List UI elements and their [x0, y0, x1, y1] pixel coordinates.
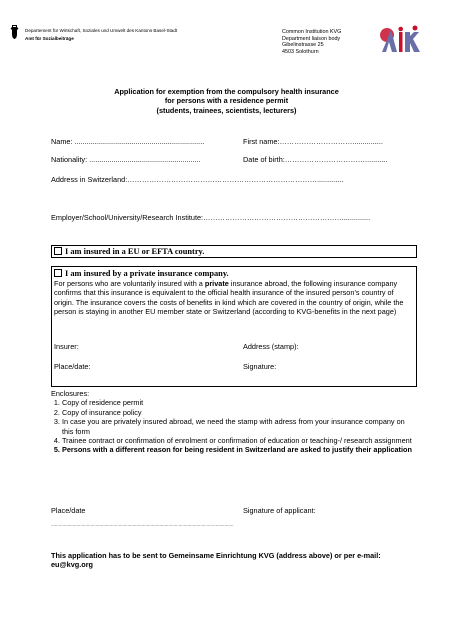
- footer-place-date: Place/date: [51, 506, 86, 515]
- signature-label: Signature:: [243, 362, 277, 371]
- private-insurance-section: [51, 266, 417, 387]
- address-line: 4503 Solothurn: [282, 48, 319, 55]
- address-field[interactable]: Address in Switzerland:…………………………………………………………………….............: [51, 175, 344, 184]
- name-field[interactable]: Name: ................................................................: [51, 137, 205, 146]
- private-text-part1: For persons who are voluntarily insured with a: [54, 279, 205, 288]
- date-of-birth-field[interactable]: Date of birth:……………………………...........: [243, 155, 388, 164]
- submission-note: This application has to be sent to Gemeinsame Einrichtung KVG (address above) or per e-mail: eu@kvg.org: [51, 551, 381, 570]
- nationality-field[interactable]: Nationality: .......................................................: [51, 155, 201, 164]
- address-line: Gibelinstrasse 25: [282, 42, 324, 49]
- eu-efta-checkbox[interactable]: [54, 247, 62, 255]
- signature-dotted-line[interactable]: ...............................................................................................................................................: [51, 522, 234, 527]
- private-text-bold: private: [204, 279, 229, 288]
- basel-coat-of-arms-logo: [9, 24, 20, 40]
- address-stamp-label: Address (stamp):: [243, 342, 299, 351]
- title-line: for persons with a residence permit: [164, 96, 289, 106]
- enclosure-item: 1. Copy of residence permit: [62, 398, 417, 407]
- recipient-address: [282, 29, 372, 55]
- enclosures-heading: Enclosures:: [51, 389, 90, 398]
- title-line: Application for exemption from the compulsory health insurance: [114, 87, 339, 96]
- enclosure-item: 3. In case you are privately insured abroad, we need the stamp with adress from your insurance company on this form: [62, 417, 417, 436]
- private-insurance-label: I am insured by a private insurance company.: [65, 269, 229, 278]
- enclosure-item: 5. Persons with a different reason for being resident in Switzerland are asked to justify their application: [62, 445, 417, 454]
- eu-efta-label: I am insured in a EU or EFTA country.: [65, 247, 205, 256]
- enclosure-item: 2. Copy of insurance policy: [62, 408, 417, 417]
- enclosures-section: [51, 389, 417, 455]
- private-insurance-text: [54, 279, 414, 317]
- form-title: [60, 87, 393, 115]
- address-line: Department liaison body: [282, 35, 341, 42]
- kvg-logo: [377, 24, 423, 56]
- footer-signature-applicant: Signature of applicant:: [243, 506, 316, 515]
- office-name: Amt für Sozialbeiträge: [25, 36, 74, 41]
- private-insurance-option[interactable]: [54, 268, 414, 279]
- eu-efta-option[interactable]: [51, 245, 417, 258]
- employer-field[interactable]: Employer/School/University/Research Institute:…………………………………………………..............: [51, 213, 371, 222]
- department-name: Departement für Wirtschaft, Soziales und Umwelt des Kantons Basel-Stadt: [25, 28, 178, 33]
- first-name-field[interactable]: First name:…………………………...............: [243, 137, 383, 146]
- title-line: (students, trainees, scientists, lecturers): [156, 105, 297, 115]
- private-text-part2: insurance abroad, the following insurance company confirms that this insurance is equivalent to the official health insurance of the insured person’s country of origin. The insurance covers the costs of benefits in kind which are covered in the country of origin, while the person is staying in another EU member state or Switzerland (according to KVG-benefits in the next page): [54, 279, 404, 317]
- place-date-label: Place/date:: [54, 362, 91, 371]
- private-insurance-checkbox[interactable]: [54, 269, 62, 277]
- insurer-label: Insurer:: [54, 342, 79, 351]
- enclosure-item: 4. Trainee contract or confirmation of enrolment or confirmation of education or teaching-/ research assignment: [62, 436, 417, 445]
- address-line: Common Institution KVG: [282, 29, 342, 35]
